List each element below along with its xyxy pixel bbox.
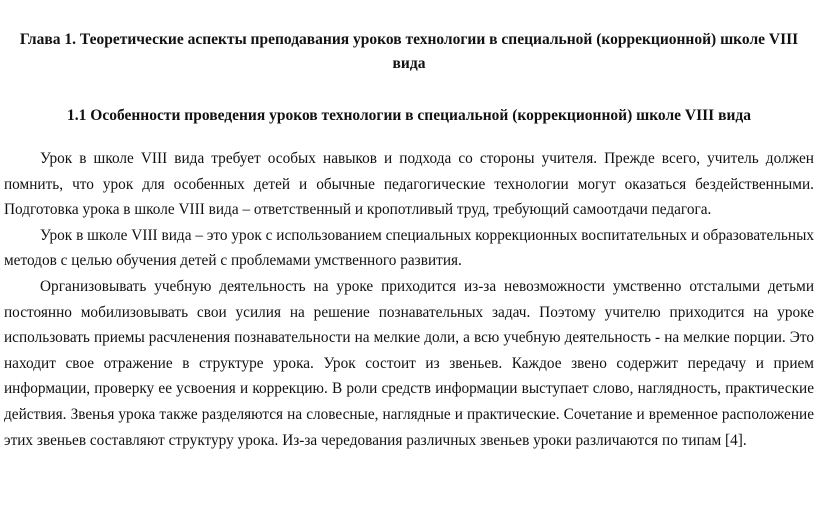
section-title: 1.1 Особенности проведения уроков технологии в специальной (коррекционной) школе VIII вида xyxy=(67,107,751,124)
paragraph-2: Урок в школе VIII вида – это урок с использованием специальных коррекционных воспитательных и образовательных методов с целью обучения детей с проблемами умственного развития. xyxy=(4,226,814,270)
paragraph-3: Организовывать учебную деятельность на уроке приходится из-за невозможности умственно отсталыми детьми постоянно мобилизовывать свои усилия на решение познавательных задач. Поэтому учителю приходится на уроке использовать приемы расчленения познавательности на мелкие доли, а всю учебную деятельность - на мелкие порции. Это находит свое отражение в структуре урока. Урок состоит из звеньев. Каждое звено содержит передачу и прием информации, проверку ее усвоения и коррекцию. В роли средств информации выступает слово, наглядность, практические действия. Звенья урока также разделяются на словесные, наглядные и практические. Сочетание и временное расположение этих звеньев составляют структуру урока. Из-за чередования различных звеньев уроки различаются по типам [4]. xyxy=(4,277,814,449)
chapter-title: Глава 1. Теоретические аспекты преподавания уроков технологии в специальной (коррекционной) школе VIII вида xyxy=(19,31,799,72)
paragraph-1: Урок в школе VIII вида требует особых навыков и подхода со стороны учителя. Прежде всего, учитель должен помнить, что урок для особенных детей и обычные педагогические технологии могут оказаться бездейственными. Подготовка урока в школе VIII вида – ответственный и кропотливый труд, требующий самоотдачи педагога. xyxy=(4,150,814,219)
